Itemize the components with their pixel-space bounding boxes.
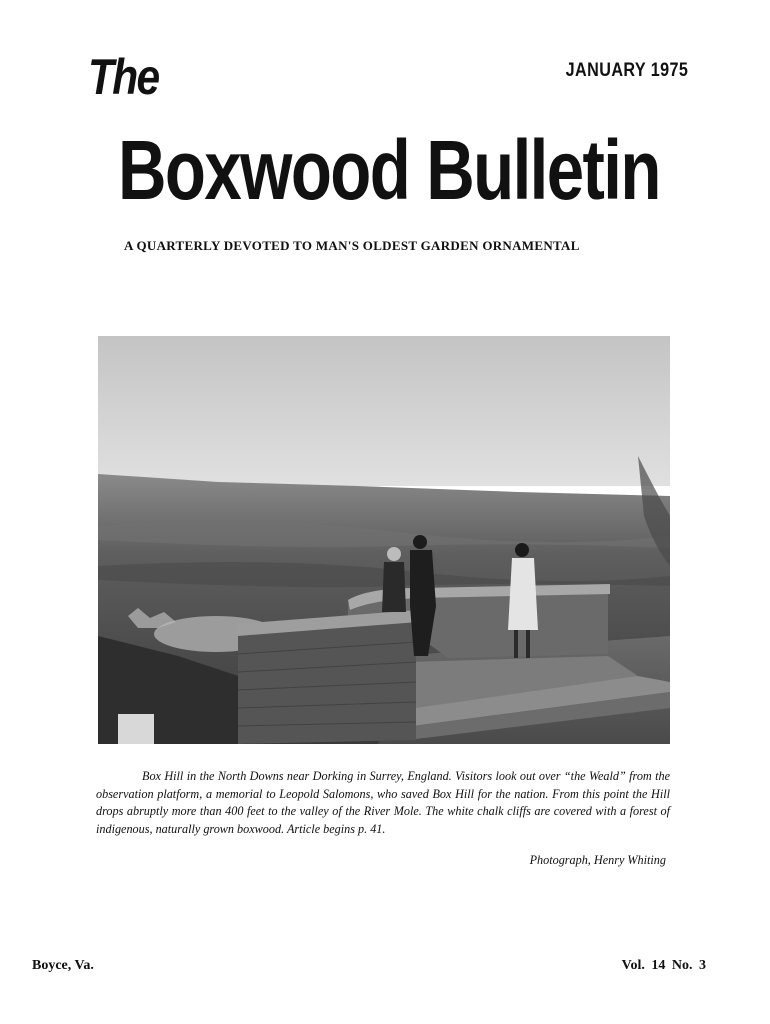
photo-caption: Box Hill in the North Downs near Dorking in Surrey, England. Visitors look out over “the Weald” from the observation platform, a memorial to Leopold Salomons, who saved Box Hill for the nation. From this point the Hill drops abruptly more than 400 feet to the valley of the River Mole. The white chalk cliffs are covered with a forest of indigenous, naturally grown boxwood. Article begins p. 41. xyxy=(96,769,670,836)
masthead-the: The xyxy=(88,49,159,105)
photo-sky xyxy=(98,336,670,486)
masthead-title: Boxwood Bulletin xyxy=(118,123,660,217)
issue-date: JANUARY 1975 xyxy=(565,60,688,81)
photo-credit: Photograph, Henry Whiting xyxy=(529,853,666,867)
masthead-subtitle: A QUARTERLY DEVOTED TO MAN'S OLDEST GARDEN ORNAMENTAL xyxy=(124,238,580,253)
footer-volume: Vol. 14 No. 3 xyxy=(621,958,706,973)
cover-photo xyxy=(98,336,670,744)
footer-location: Boyce, Va. xyxy=(32,958,94,973)
